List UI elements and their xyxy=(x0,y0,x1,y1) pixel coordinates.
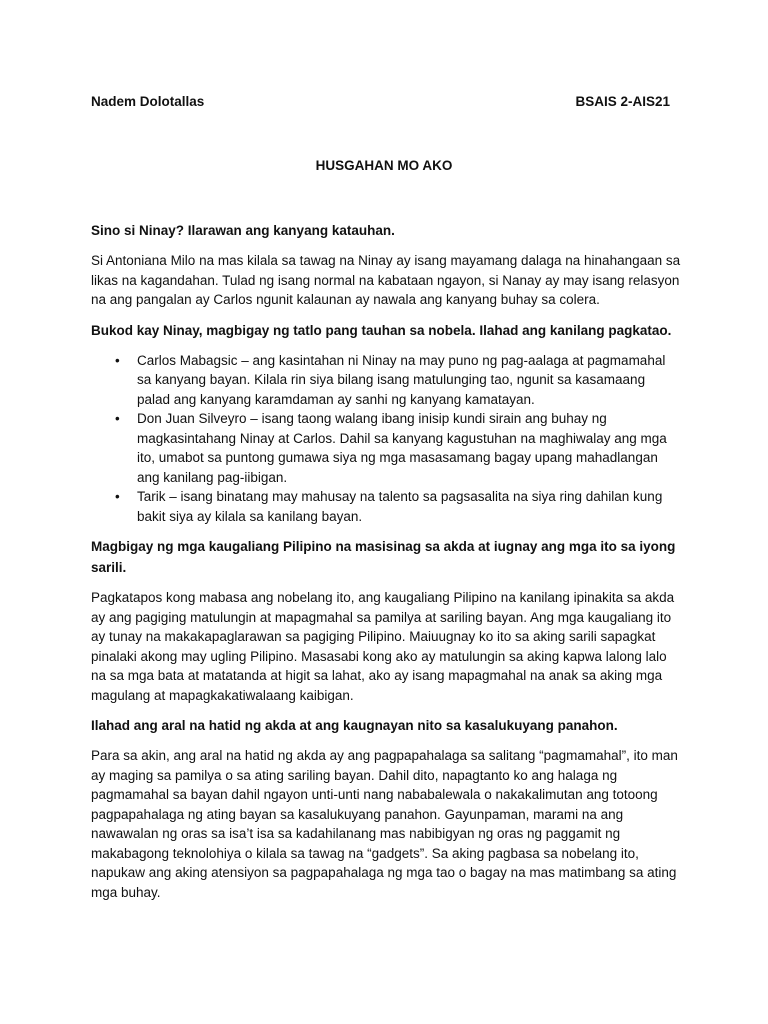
character-list xyxy=(91,351,681,527)
question-heading: Ilahad ang aral na hatid ng akda at ang kaugnayan nito sa kasalukuyang panahon. xyxy=(91,718,618,733)
list-item xyxy=(91,409,681,487)
document-body xyxy=(91,220,681,912)
answer-paragraph: Para sa akin, ang aral na hatid ng akda ay ang pagpapahalaga sa salitang “pagmamahal”, ito man ay maging sa pamilya o sa ating sariling bayan. Dahil dito, napagtanto ko ang halaga ng pagmamahal sa bayan dahil ngayon unti-unti nang nababalewala o nakakalimutan ang totoong pagpapahalaga ng ating bayan sa kasalukuyang panahon. Gayunpaman, marami na ang nawawalan ng oras sa isa’t isa sa kadahilanang mas nabibigyan ng oras ng paggamit ng makabagong teknolohiya o kilala sa tawag na “gadgets”. Sa aking pagbasa sa nobelang ito, napukaw ang aking atensiyon sa pagpapahalaga ng mga tao o bagay na mas matimbang sa ating mga buhay. xyxy=(91,748,678,900)
bullet-icon: • xyxy=(115,411,120,426)
question-heading: Sino si Ninay? Ilarawan ang kanyang katauhan. xyxy=(91,223,395,238)
student-section: BSAIS 2-AIS21 xyxy=(575,94,670,109)
answer-paragraph: Pagkatapos kong mabasa ang nobelang ito, ang kaugaliang Pilipino na kanilang ipinakita sa akda ay ang pagiging matulungin at mapagmahal sa pamilya at sariling bayan. Ang mga kaugaliang ito ay tunay na makakapaglarawan sa pagiging Pilipino. Maiuugnay ko ito sa aking sarili sapagkat pinalaki akong may ugling Pilipino. Masasabi kong ako ay matulungin sa aking kapwa lalong lalo na sa mga bata at matatanda at higit sa lahat, ako ay isang mapagmahal na anak sa aking mga magulang at mapagkakatiwalaang kaibigan. xyxy=(91,590,675,703)
list-item xyxy=(91,351,681,410)
document-title: HUSGAHAN MO AKO xyxy=(315,158,453,173)
bullet-icon: • xyxy=(115,352,120,368)
list-item-text: Don Juan Silveyro – isang taong walang ibang inisip kundi sirain ang buhay ng magkasintahang Ninay at Carlos. Dahil sa kanyang kagustuhan na maghiwalay ang mga ito, umabot sa puntong gumawa siya ng mga masasamang bagay upang mahadlangan ang kanilang pag-iibigan. xyxy=(137,411,667,485)
answer-paragraph: Si Antoniana Milo na mas kilala sa tawag na Ninay ay isang mayamang dalaga na hinahangaan sa likas na kagandahan. Tulad ng isang normal na kabataan ngayon, si Nanay ay may isang relasyon na ang pangalan ay Carlos ngunit kalaunan ay nawala ang kanyang buhay sa colera. xyxy=(91,253,681,307)
list-item xyxy=(91,487,681,526)
list-item-text: Carlos Mabagsic – ang kasintahan ni Ninay na may puno ng pag-aalaga at pagmamahal sa kanyang bayan. Kilala rin siya bilang isang matulunging tao, ngunit sa kasamaang palad ang kanyang karamdaman ay sanhi ng kanyang kamatayan. xyxy=(137,352,666,407)
student-name: Nadem Dolotallas xyxy=(91,94,205,109)
question-heading: Magbigay ng mga kaugaliang Pilipino na masisinag sa akda at iugnay ang mga ito sa iyong sarili. xyxy=(91,539,676,575)
bullet-icon: • xyxy=(115,489,120,504)
list-item-text: Tarik – isang binatang may mahusay na talento sa pagsasalita na siya ring dahilan kung bakit siya ay kilala sa kanilang bayan. xyxy=(137,489,663,524)
question-heading: Bukod kay Ninay, magbigay ng tatlo pang tauhan sa nobela. Ilahad ang kanilang pagkatao. xyxy=(91,322,672,338)
